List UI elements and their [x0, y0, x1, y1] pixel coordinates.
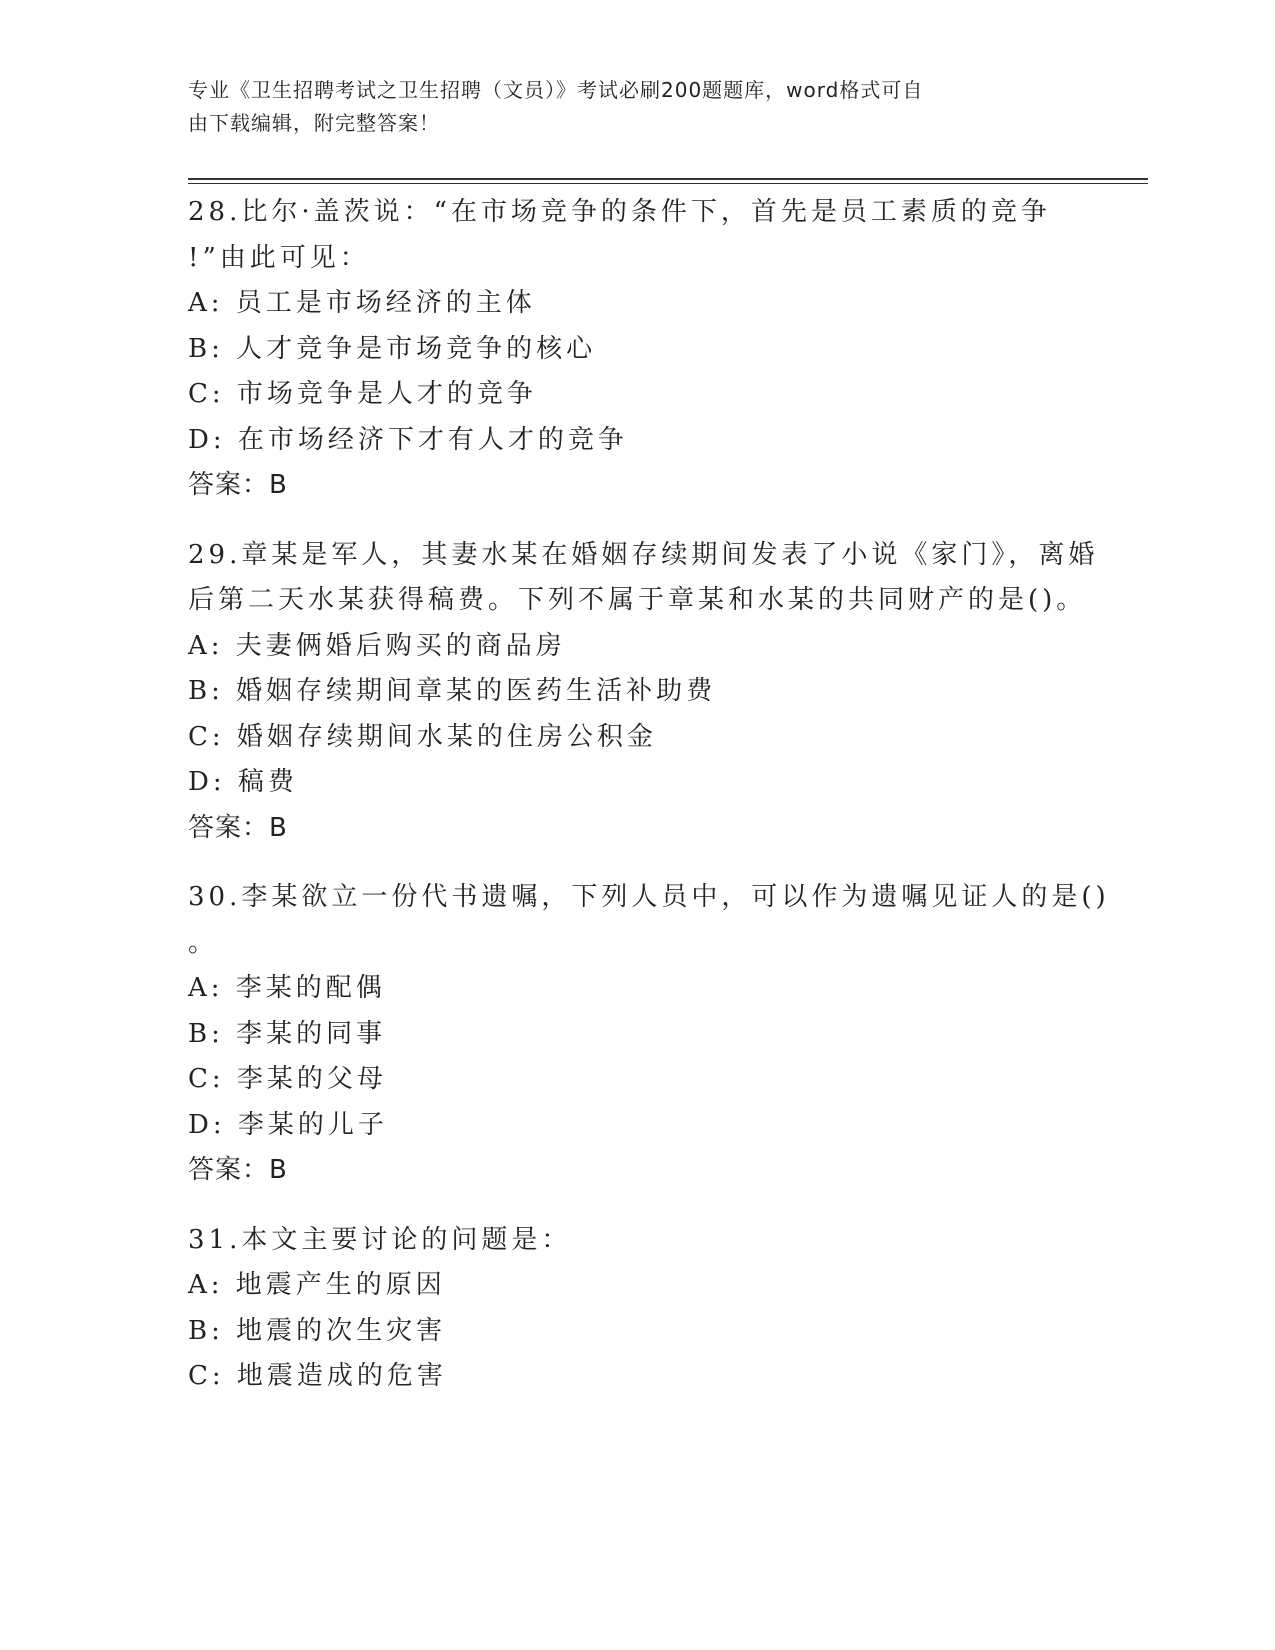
- question-list: [188, 190, 1110, 1424]
- answer: 答案：B: [188, 470, 288, 500]
- question-text: 29.章某是军人，其妻水某在婚姻存续期间发表了小说《家门》，离婚: [188, 539, 1099, 570]
- option-a: A: 李某的配偶: [188, 973, 386, 1003]
- header-line-1: 专业《卫生招聘考试之卫生招聘（文员）》考试必刷200题题库，word格式可自: [188, 78, 924, 102]
- question-text: 28.比尔·盖茨说：“在市场竞争的条件下，首先是员工素质的竞争: [188, 197, 1051, 227]
- header-rule-thick: [188, 178, 1148, 180]
- option-a: A: 地震产生的原因: [188, 1270, 446, 1300]
- option-a: A: 员工是市场经济的主体: [188, 288, 536, 318]
- question-text: 31.本文主要讨论的问题是：: [188, 1224, 572, 1255]
- question-text: 后第二天水某获得稿费。下列不属于章某和水某的共同财产的是()。: [188, 585, 1087, 615]
- header-line-2: 由下载编辑，附完整答案！: [188, 111, 440, 135]
- option-b: B: 人才竞争是市场竞争的核心: [188, 333, 597, 364]
- option-c: C: 婚姻存续期间水某的住房公积金: [188, 721, 657, 752]
- option-c: C: 地震造成的危害: [188, 1361, 447, 1391]
- question-text: 30.李某欲立一份代书遗嘱，下列人员中，可以作为遗嘱见证人的是(): [188, 882, 1110, 912]
- question-text: !”由此可见：: [188, 242, 370, 273]
- question-text: 。: [188, 927, 219, 958]
- question-30: [188, 875, 1110, 1194]
- question-29: [188, 533, 1099, 852]
- answer: 答案：B: [188, 812, 288, 843]
- option-d: D: 李某的儿子: [188, 1109, 388, 1140]
- question-28: [188, 190, 1088, 509]
- option-a: A: 夫妻俩婚后购买的商品房: [188, 630, 566, 661]
- option-b: B: 李某的同事: [188, 1018, 387, 1049]
- option-c: C: 李某的父母: [188, 1064, 387, 1094]
- option-d: D: 稿费: [188, 767, 298, 797]
- option-b: B: 地震的次生灾害: [188, 1315, 447, 1346]
- question-31: [188, 1218, 1088, 1400]
- option-c: C: 市场竞争是人才的竞争: [188, 379, 537, 409]
- option-b: B: 婚姻存续期间章某的医药生活补助费: [188, 676, 717, 706]
- header-rule-thin: [188, 183, 1148, 184]
- option-d: D: 在市场经济下才有人才的竞争: [188, 424, 628, 455]
- answer: 答案：B: [188, 1155, 288, 1185]
